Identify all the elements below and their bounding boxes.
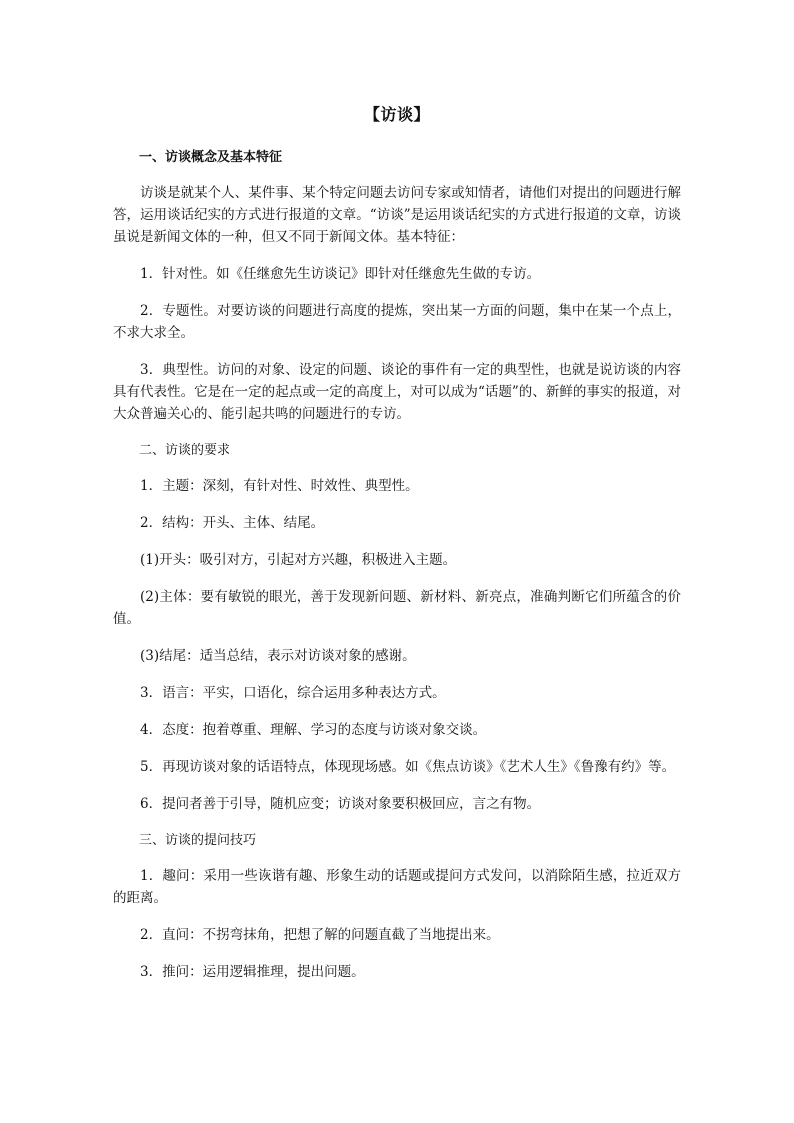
document-body	[113, 103, 681, 998]
section-heading-concept: 一、访谈概念及基本特征	[139, 150, 283, 165]
paragraph-requirement-2: 2．结构：开头、主体、结尾。	[140, 515, 325, 531]
paragraph-requirement-2-2: (2)主体：要有敏锐的眼光，善于发现新问题、新材料、新亮点，准确判断它们所蕴含的价值。	[113, 589, 681, 627]
paragraph-technique-3: 3．推问：运用逻辑推理，提出问题。	[140, 964, 365, 980]
paragraph-requirement-4: 4．态度：抱着尊重、理解、学习的态度与访谈对象交谈。	[140, 722, 487, 738]
section-heading-requirements: 二、访谈的要求	[139, 443, 231, 458]
paragraph-requirement-5: 5．再现访谈对象的话语特点，体现现场感。如《焦点访谈》《艺术人生》《鲁豫有约》等。	[140, 759, 676, 775]
paragraph-intro: 访谈是就某个人、某件事、某个特定问题去访问专家或知情者，请他们对提出的问题进行解答，运用谈话纪实的方式进行报道的文章。“访谈”是运用谈话纪实的方式进行报道的文章，访谈虽说是新闻文体的一种，但又不同于新闻文体。基本特征：	[113, 185, 681, 245]
paragraph-requirement-1: 1．主题：深刻，有针对性、时效性、典型性。	[140, 478, 419, 494]
section-heading-techniques: 三、访谈的提问技巧	[139, 833, 257, 848]
paragraph-requirement-2-3: (3)结尾：适当总结，表示对访谈对象的感谢。	[140, 648, 416, 664]
paragraph-feature-1: 1．针对性。如《任继愈先生访谈记》即针对任继愈先生做的专访。	[140, 266, 541, 282]
paragraph-technique-2: 2．直问：不拐弯抹角，把想了解的问题直截了当地提出来。	[140, 927, 500, 943]
paragraph-requirement-2-1: (1)开头：吸引对方，引起对方兴趣，积极进入主题。	[140, 552, 457, 568]
paragraph-feature-3: 3．典型性。访问的对象、设定的问题、谈论的事件有一定的典型性，也就是说访谈的内容具有代表性。它是在一定的起点或一定的高度上，对可以成为“话题”的、新鲜的事实的报道，对大众普遍关心的、能引起共鸣的问题进行的专访。	[113, 362, 681, 422]
paragraph-technique-1: 1．趣问：采用一些诙谐有趣、形象生动的话题或提问方式发问，以消除陌生感，拉近双方的距离。	[113, 868, 681, 906]
document-title: 【访谈】	[363, 105, 430, 124]
paragraph-requirement-6: 6．提问者善于引导，随机应变；访谈对象要积极回应，言之有物。	[140, 796, 541, 812]
paragraph-feature-2: 2．专题性。对要访谈的问题进行高度的提炼，突出某一方面的问题，集中在某一个点上，不求大求全。	[113, 303, 681, 341]
paragraph-requirement-3: 3．语言：平实，口语化，综合运用多种表达方式。	[140, 685, 446, 701]
